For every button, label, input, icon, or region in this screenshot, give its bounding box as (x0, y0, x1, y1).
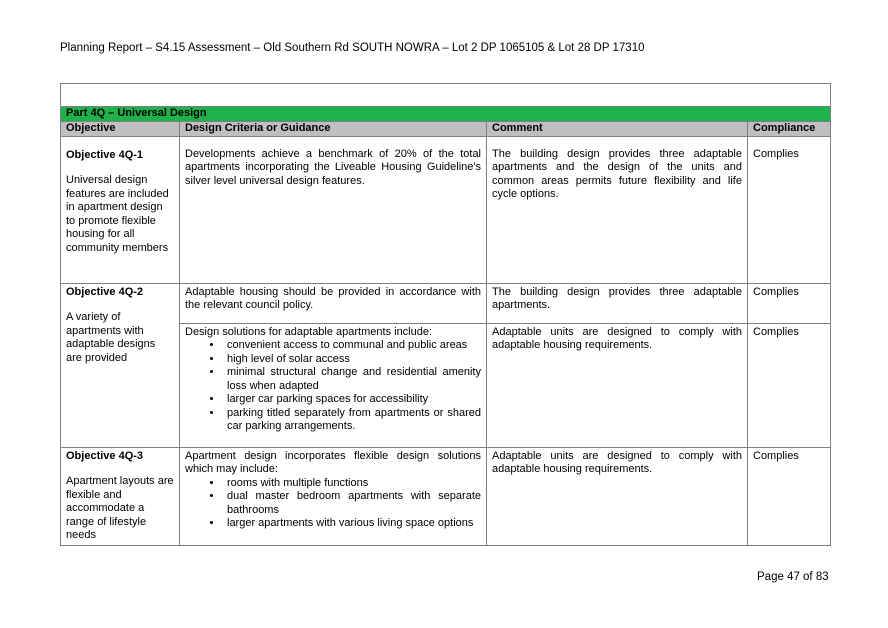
compliance-cell: Complies (748, 323, 831, 447)
compliance-cell: Complies (748, 283, 831, 323)
column-header-row (61, 121, 831, 136)
criteria-cell: Developments achieve a benchmark of 20% of the total apartments incorporating the Liveable Housing Guideline's silver level universal design features. (180, 136, 487, 283)
criteria-list (185, 477, 481, 531)
page-number: Page 47 of 83 (757, 571, 829, 583)
objective-description: Universal design features are included in apartment design to promote flexible housing for all community members (66, 174, 169, 254)
objective-title: Objective 4Q-1 (66, 148, 144, 161)
table-row (61, 447, 831, 545)
comment-cell: Adaptable units are designed to comply with adaptable housing requirements. (487, 323, 748, 447)
list-item: • minimal structural change and residential amenity loss when adapted (223, 366, 481, 393)
criteria-list (185, 339, 481, 434)
comment-cell: The building design provides three adaptable apartments. (487, 283, 748, 323)
column-header-objective: Objective (61, 121, 180, 136)
list-item: • dual master bedroom apartments with separate bathrooms (223, 490, 481, 517)
objective-title: Objective 4Q-3 (66, 449, 144, 462)
comment-cell: Adaptable units are designed to comply with adaptable housing requirements. (487, 447, 748, 545)
criteria-intro: Apartment design incorporates flexible design solutions which may include: (185, 449, 481, 475)
list-item: • high level of solar access (223, 353, 481, 367)
criteria-cell (180, 323, 487, 447)
universal-design-table (60, 83, 831, 546)
objective-description: A variety of apartments with adaptable designs are provided (66, 311, 156, 364)
spacer-cell (61, 84, 831, 107)
list-item: • larger apartments with various living space options (223, 517, 481, 531)
compliance-cell: Complies (748, 136, 831, 283)
compliance-cell: Complies (748, 447, 831, 545)
comment-cell: The building design provides three adaptable apartments and the design of the units and common areas permits future flexibility and life cycle options. (487, 136, 748, 283)
table-row (61, 136, 831, 283)
objective-title: Objective 4Q-2 (66, 285, 144, 298)
objective-cell (61, 447, 180, 545)
objective-cell (61, 283, 180, 447)
list-item: • convenient access to communal and public areas (223, 339, 481, 353)
column-header-compliance: Compliance (748, 121, 831, 136)
criteria-cell: Adaptable housing should be provided in accordance with the relevant council policy. (180, 283, 487, 323)
column-header-criteria: Design Criteria or Guidance (180, 121, 487, 136)
table-spacer-row (61, 84, 831, 107)
objective-description: Apartment layouts are flexible and accommodate a range of lifestyle needs (66, 475, 174, 541)
list-item: • parking titled separately from apartments or shared car parking arrangements. (223, 407, 481, 434)
column-header-comment: Comment (487, 121, 748, 136)
part-title-row (61, 107, 831, 122)
table-row (61, 283, 831, 323)
objective-cell (61, 136, 180, 283)
list-item: • larger car parking spaces for accessibility (223, 393, 481, 407)
page-header: Planning Report – S4.15 Assessment – Old Southern Rd SOUTH NOWRA – Lot 2 DP 1065105 & Lot 28 DP 17310 (60, 42, 645, 54)
criteria-intro: Design solutions for adaptable apartments include: (185, 325, 433, 338)
list-item: • rooms with multiple functions (223, 477, 481, 491)
part-title: Part 4Q – Universal Design (61, 107, 831, 122)
criteria-cell (180, 447, 487, 545)
